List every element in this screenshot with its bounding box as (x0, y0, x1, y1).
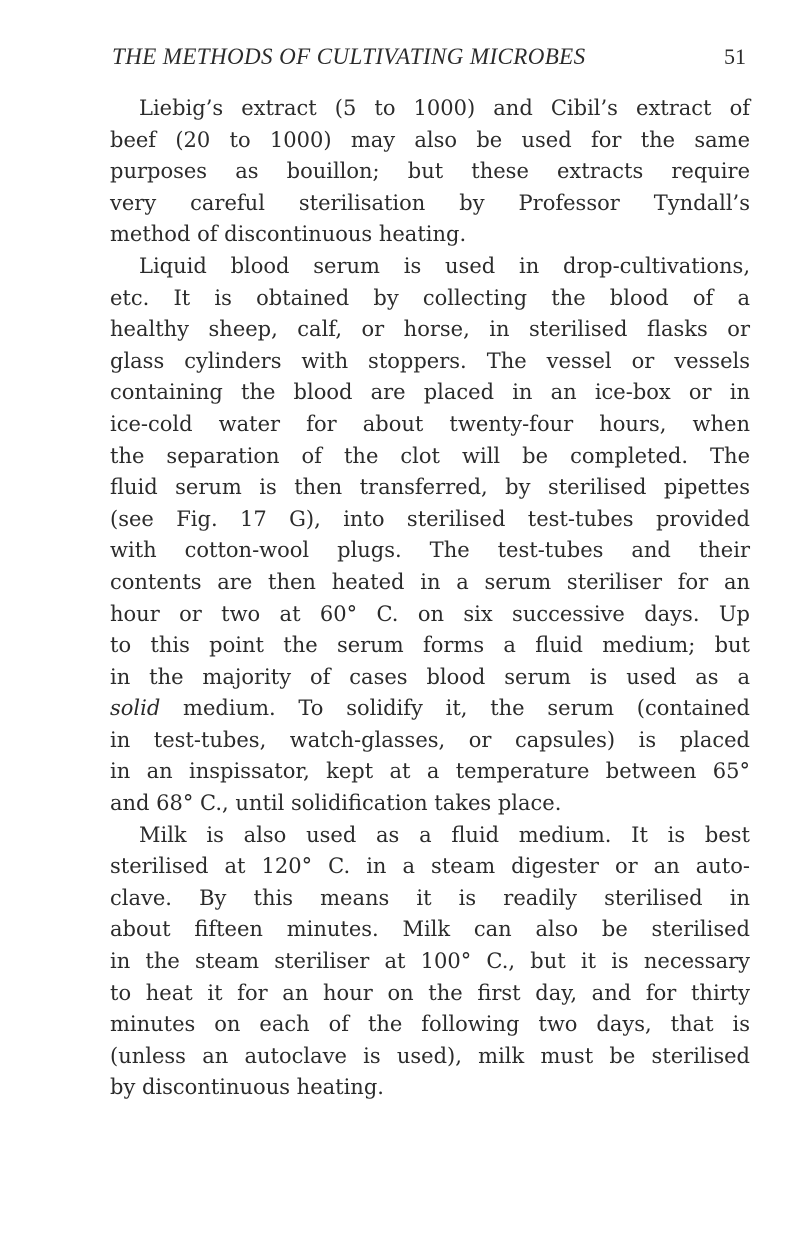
text-line: in an inspissator, kept at a temperature between 65° (110, 759, 750, 784)
running-head (112, 44, 752, 78)
text-line (110, 693, 750, 725)
text-line: very careful sterilisation by Professor Tyndall’s (110, 190, 750, 215)
text-line: to heat it for an hour on the first day, and for thirty (110, 980, 750, 1005)
text-line: to this point the serum forms a fluid medium; but (110, 633, 750, 658)
page-number: 51 (724, 44, 746, 69)
text-line: contents are then heated in a serum steriliser for an (110, 569, 750, 594)
body-text (110, 93, 750, 1104)
text-line: sterilised at 120° C. in a steam digester or an auto- (110, 854, 750, 879)
text-line: beef (20 to 1000) may also be used for the same (110, 127, 750, 152)
text-line: containing the blood are placed in an ice-box or in (110, 380, 750, 405)
text-line: purposes as bouillon; but these extracts require (110, 159, 750, 184)
paragraph-blood-serum (110, 251, 750, 820)
text-line: in the majority of cases blood serum is used as a (110, 664, 750, 689)
running-title: THE METHODS OF CULTIVATING MICROBES (112, 44, 586, 69)
text-line: Liquid blood serum is used in drop-cultivations, (139, 253, 750, 278)
text-line: clave. By this means it is readily sterilised in (110, 885, 750, 910)
text-line: Liebig’s extract (5 to 1000) and Cibil’s extract of (139, 96, 750, 120)
italic-word-solid: solid (110, 696, 161, 721)
text-line: by discontinuous heating. (110, 1075, 384, 1100)
text-line: healthy sheep, calf, or horse, in sterilised flasks or (110, 317, 750, 342)
text-line: hour or two at 60° C. on six successive days. Up (110, 601, 750, 626)
text-line: glass cylinders with stoppers. The vessel or vessels (110, 348, 750, 373)
text-line: the separation of the clot will be completed. The (110, 443, 750, 468)
text-line: etc. It is obtained by collecting the blood of a (110, 285, 750, 310)
paragraph-liebig-extract (110, 93, 750, 251)
text-line: and 68° C., until solidification takes place. (110, 791, 562, 816)
text-line: with cotton-wool plugs. The test-tubes and their (110, 538, 750, 563)
text-line: in test-tubes, watch-glasses, or capsules) is placed (110, 727, 750, 752)
text-line: in the steam steriliser at 100° C., but it is necessary (110, 949, 750, 974)
text-line: ice-cold water for about twenty-four hours, when (110, 411, 750, 436)
text-line: minutes on each of the following two days, that is (110, 1012, 750, 1037)
text-line: (see Fig. 17 G), into sterilised test-tubes provided (110, 506, 750, 531)
text-line: (unless an autoclave is used), milk must be sterilised (110, 1043, 750, 1068)
paragraph-milk (110, 820, 750, 1104)
text-line: Milk is also used as a fluid medium. It is best (139, 822, 750, 847)
text-line: about fifteen minutes. Milk can also be sterilised (110, 917, 750, 942)
text-line-rest: medium. To solidify it, the serum (contained (160, 696, 750, 721)
text-line: method of discontinuous heating. (110, 222, 467, 247)
text-line: fluid serum is then transferred, by sterilised pipettes (110, 475, 750, 500)
